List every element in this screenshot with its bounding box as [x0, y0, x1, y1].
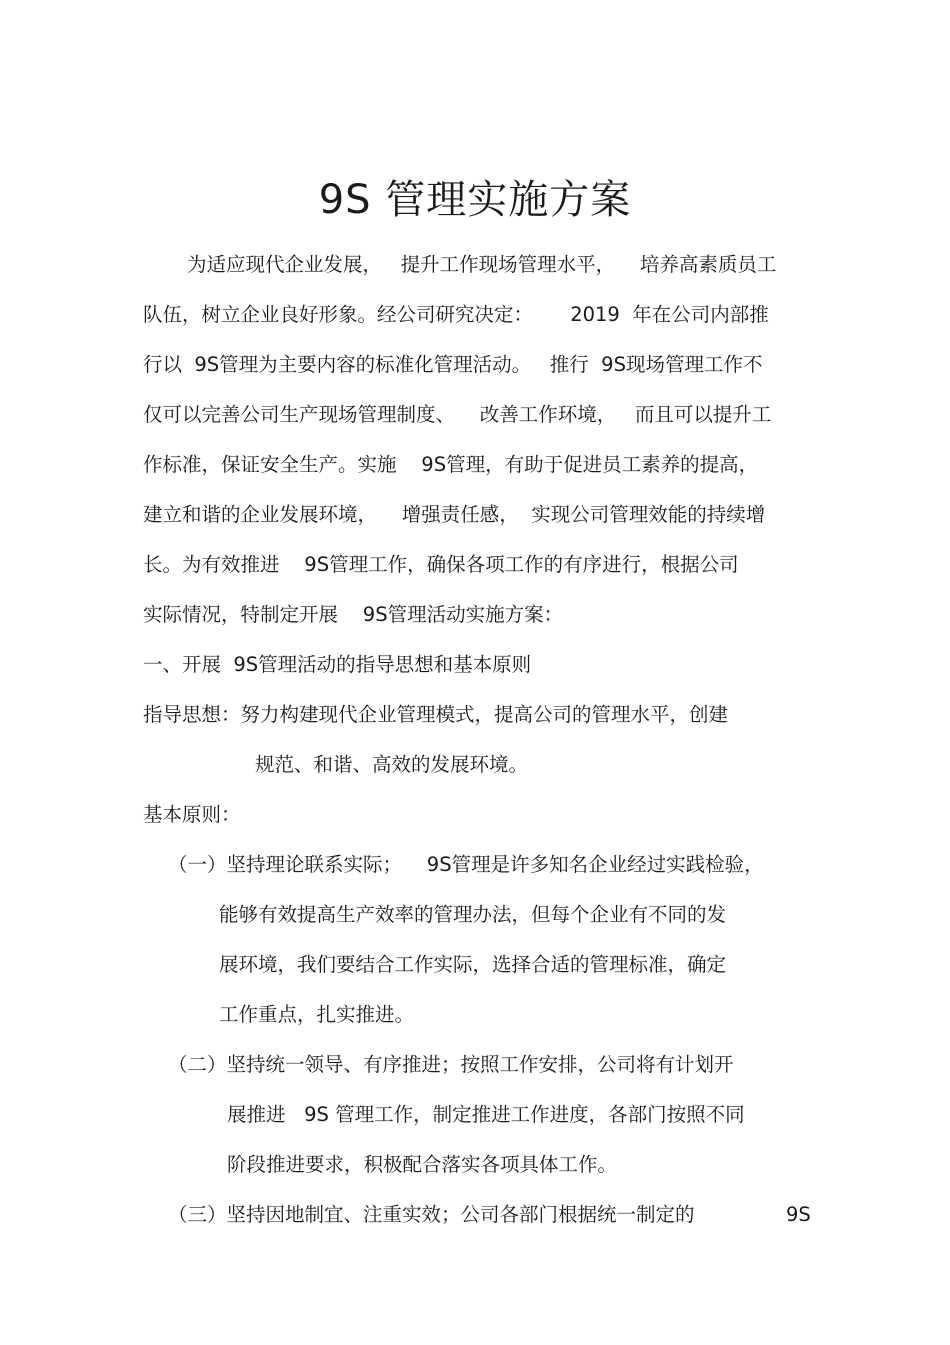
intro-line: 仅可以完善公司生产现场管理制度、 改善工作环境， 而且可以提升工: [143, 403, 772, 426]
principle-2-line: 阶段推进要求，积极配合落实各项具体工作。: [227, 1153, 618, 1176]
principle-3-line-end: 9S: [786, 1203, 811, 1226]
intro-line: 队伍，树立企业良好形象。经公司研究决定： 2019 年在公司内部推: [143, 303, 769, 326]
guiding-thought-line: 指导思想：努力构建现代企业管理模式，提高公司的管理水平，创建: [143, 703, 729, 726]
intro-line: 建立和谐的企业发展环境， 增强责任感， 实现公司管理效能的持续增: [143, 503, 766, 526]
principle-1-line: 工作重点，扎实推进。: [219, 1003, 415, 1026]
intro-line: 长。为有效推进 9S管理工作，确保各项工作的有序进行，根据公司: [143, 553, 739, 576]
principle-1-line: 能够有效提高生产效率的管理办法，但每个企业有不同的发: [219, 903, 727, 926]
intro-line: 为适应现代企业发展， 提升工作现场管理水平， 培养高素质员工: [187, 253, 777, 276]
principles-label: 基本原则：: [143, 803, 241, 826]
intro-line: 实际情况，特制定开展 9S管理活动实施方案：: [143, 603, 564, 626]
principle-1-line: 展环境，我们要结合工作实际，选择合适的管理标准，确定: [219, 953, 727, 976]
principle-2-line: 展推进 9S 管理工作，制定推进工作进度，各部门按照不同: [227, 1103, 745, 1126]
guiding-thought-line: 规范、和谐、高效的发展环境。: [255, 753, 529, 776]
section-heading: 一、开展 9S管理活动的指导思想和基本原则: [143, 653, 532, 676]
page-title: 9S 管理实施方案: [318, 177, 632, 223]
intro-line: 作标准，保证安全生产。实施 9S管理，有助于促进员工素养的提高，: [143, 453, 759, 476]
principle-3-line: （三）坚持因地制宜、注重实效；公司各部门根据统一制定的: [168, 1203, 695, 1226]
intro-line: 行以 9S管理为主要内容的标准化管理活动。 推行 9S现场管理工作不: [143, 353, 763, 376]
principle-2-line: （二）坚持统一领导、有序推进；按照工作安排，公司将有计划开: [168, 1053, 734, 1076]
principle-1-line: （一）坚持理论联系实际； 9S管理是许多知名企业经过实践检验，: [168, 853, 764, 876]
